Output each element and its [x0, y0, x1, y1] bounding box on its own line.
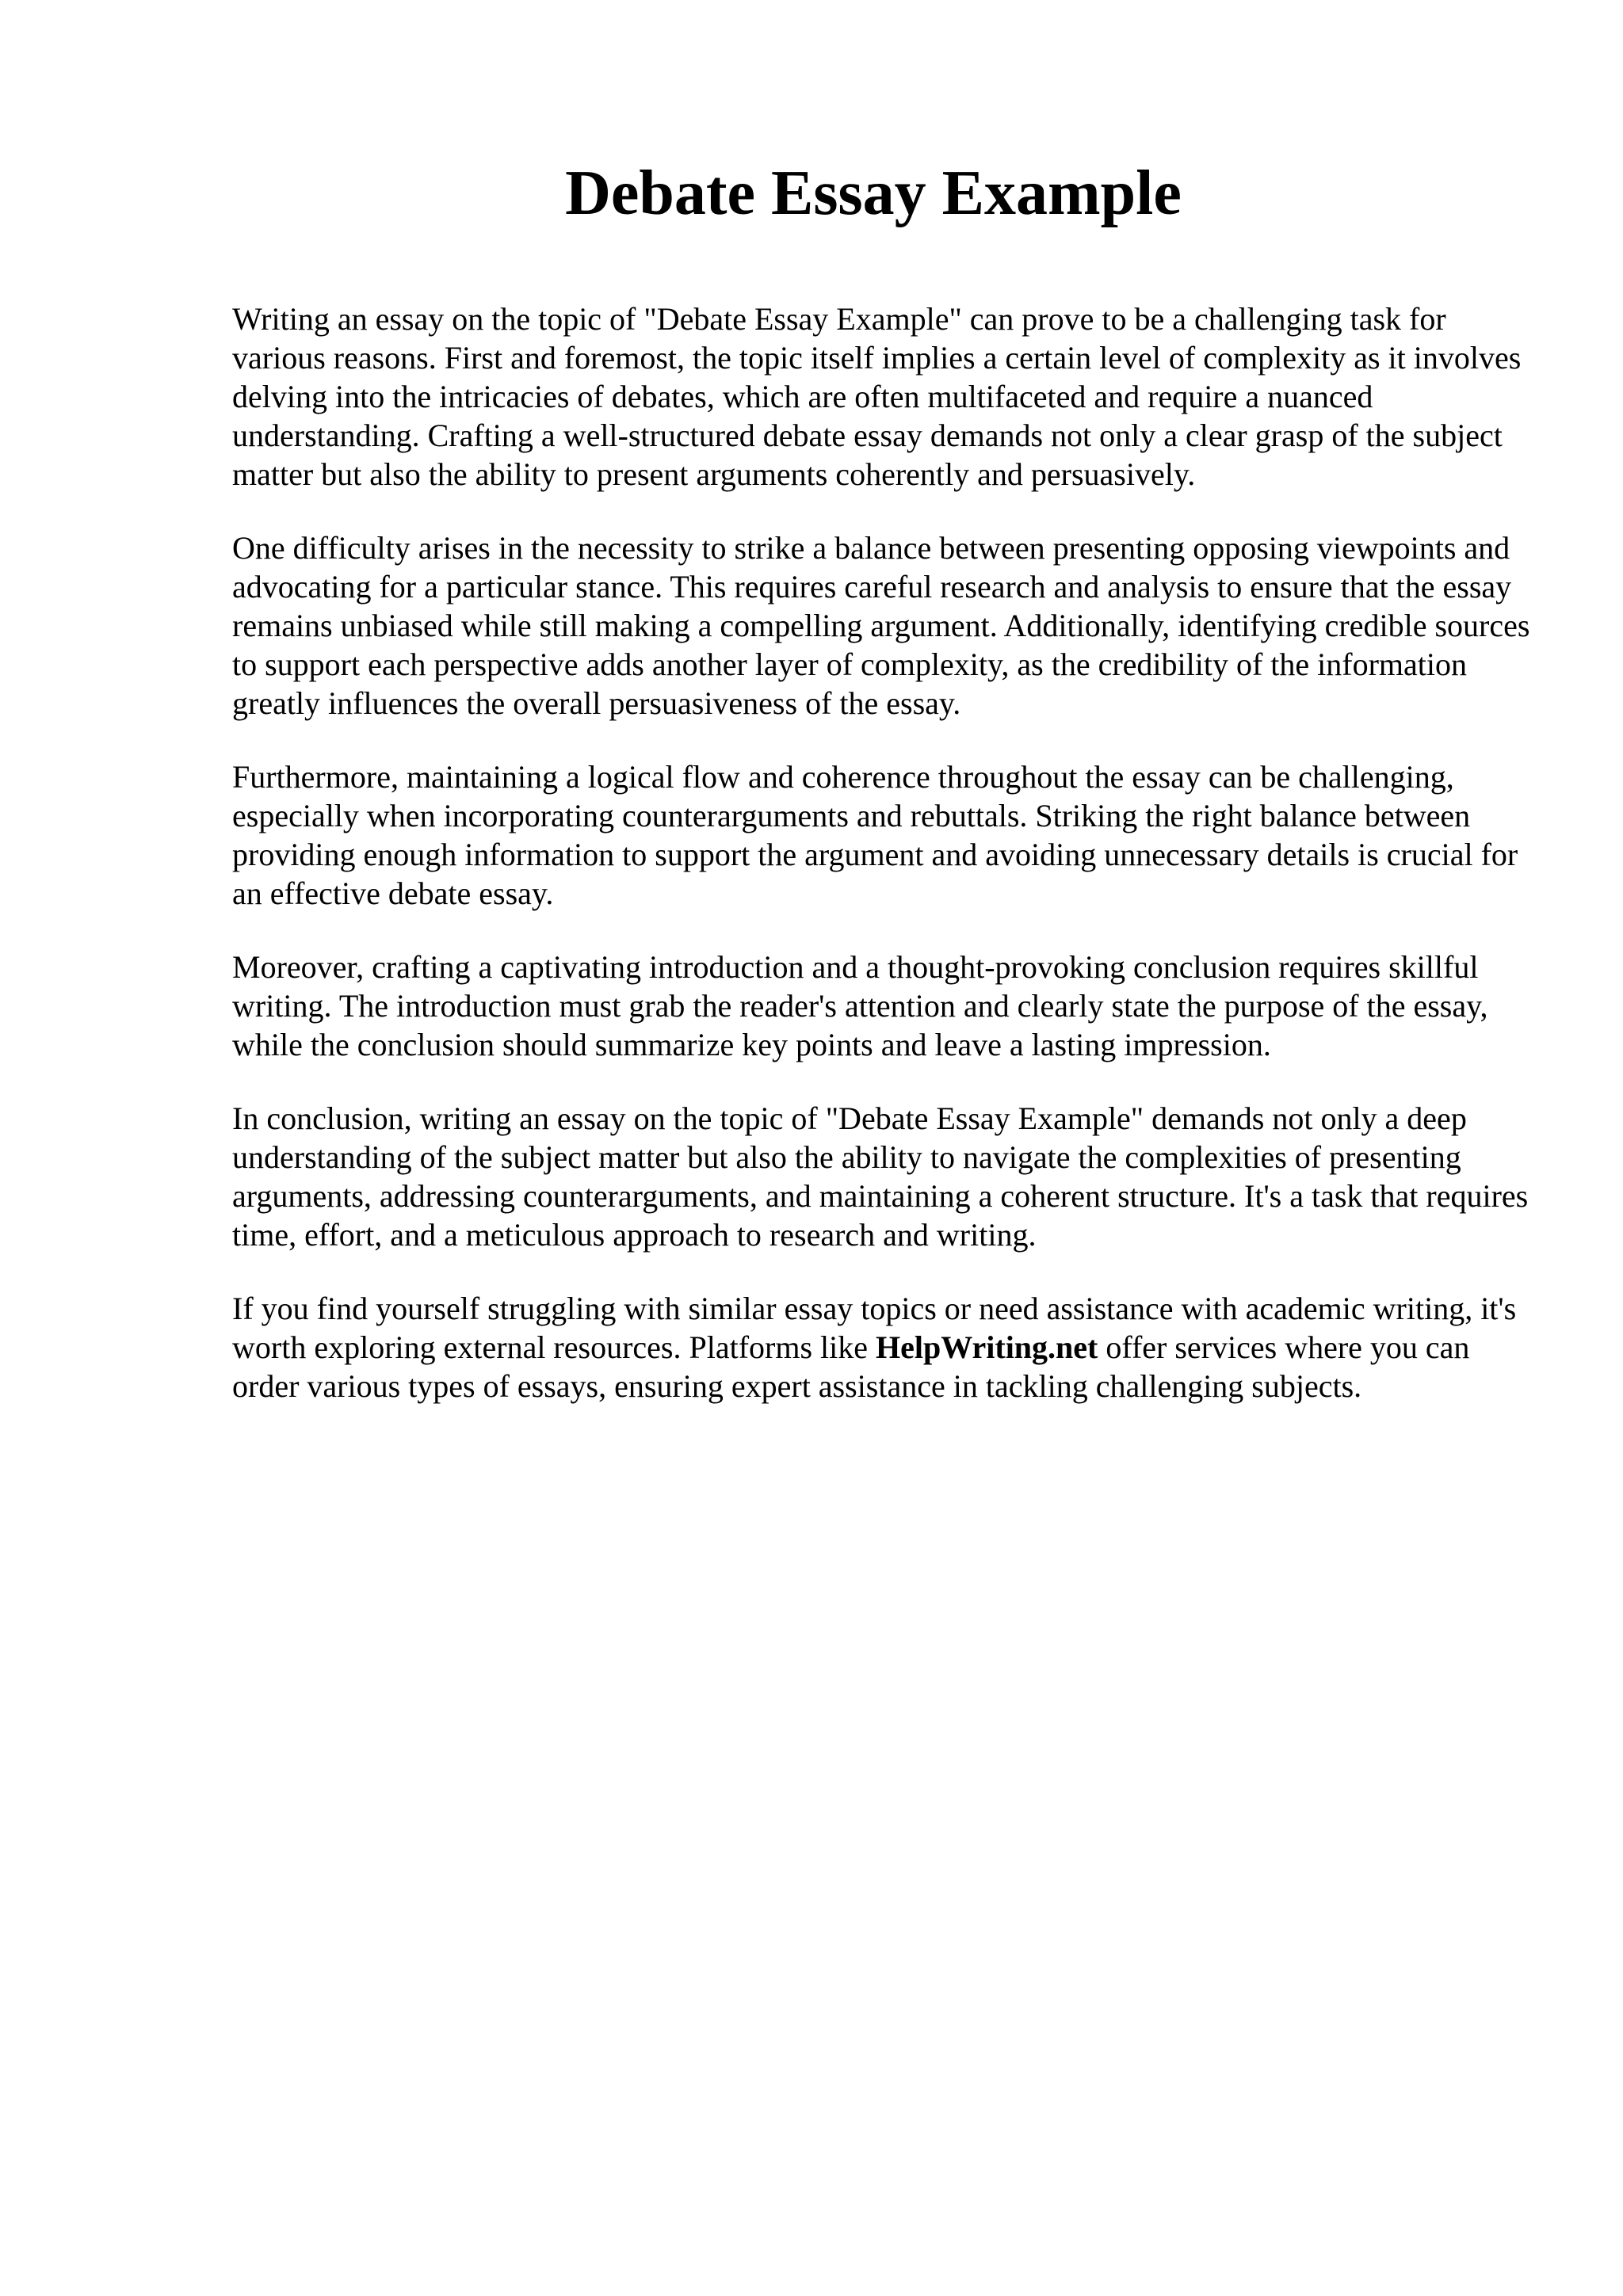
- paragraph-6-text-before: If you find yourself struggling with similar essay topics or need assistance with academic writing, it's worth exploring external resources. Platforms like: [232, 1291, 1517, 1365]
- paragraph-6: [232, 1289, 1532, 1405]
- paragraph-4: Moreover, crafting a captivating introduction and a thought-provoking conclusion requires skillful writing. The introduction must grab the reader's attention and clearly state the purpose of the essay, while the conclusion should summarize key points and leave a lasting impression.: [232, 949, 1488, 1062]
- paragraph-3: Furthermore, maintaining a logical flow and coherence throughout the essay can be challenging, especially when incorporating counterarguments and rebuttals. Striking the right balance between providing enough information to support the argument and avoiding unnecessary details is crucial for an effective debate essay.: [232, 759, 1518, 911]
- document-title: Debate Essay Example: [565, 158, 1182, 228]
- brand-name: HelpWriting.net: [876, 1329, 1098, 1365]
- paragraph-6-text-after: offer services where you can order various types of essays, ensuring expert assistance in tackling challenging subjects.: [232, 1329, 1470, 1404]
- paragraph-2: One difficulty arises in the necessity to strike a balance between presenting opposing viewpoints and advocating for a particular stance. This requires careful research and analysis to ensure that the essay remains unbiased while still making a compelling argument. Additionally, identifying credible sources to support each perspective adds another layer of complexity, as the credibility of the information greatly influences the overall persuasiveness of the essay.: [232, 530, 1530, 721]
- document-body: [232, 299, 1532, 1440]
- paragraph-5: In conclusion, writing an essay on the topic of "Debate Essay Example" demands not only a deep understanding of the subject matter but also the ability to navigate the complexities of presenting arguments, addressing counterarguments, and maintaining a coherent structure. It's a task that requires time, effort, and a meticulous approach to research and writing.: [232, 1100, 1529, 1253]
- paragraph-1: Writing an essay on the topic of "Debate Essay Example" can prove to be a challenging task for various reasons. First and foremost, the topic itself implies a certain level of complexity as it involves delving into the intricacies of debates, which are often multifaceted and require a nuanced understanding. Crafting a well-structured debate essay demands not only a clear grasp of the subject matter but also the ability to present arguments coherently and persuasively.: [232, 301, 1522, 492]
